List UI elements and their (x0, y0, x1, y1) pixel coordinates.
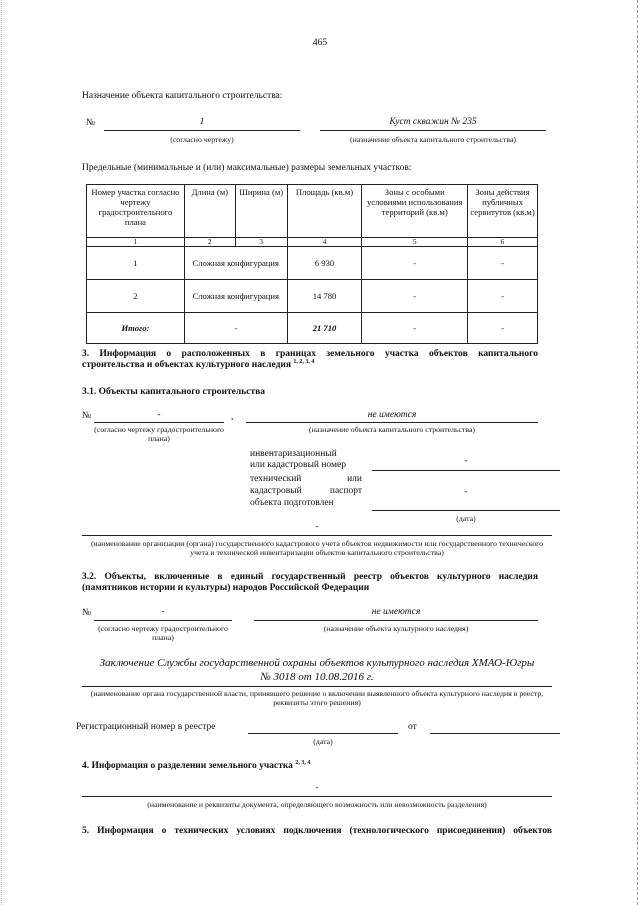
purpose-name: Куст скважин № 235 (389, 117, 477, 127)
authority-caption: (наименование органа государственной власти, принявшего решение о включении выявленного объекта культурного наследия в реестр, реквизиты этого решения) (90, 689, 544, 707)
section3-title-line2 (82, 360, 314, 371)
section32-name-caption: (назначение объекта культурного наследия) (323, 624, 469, 633)
plot-area: 6 930 (287, 247, 362, 280)
purpose-name-line (320, 130, 546, 131)
section31-number: - (157, 410, 161, 420)
passport-word-or: или (347, 474, 362, 484)
scan-left-edge (1, 0, 2, 905)
passport-date-caption: (дата) (456, 514, 476, 523)
total-label: Итого: (87, 313, 185, 344)
org-value: - (315, 522, 319, 532)
plot-id: 1 (87, 247, 185, 280)
section4-footnote-refs: 2, 3, 4 (295, 759, 311, 766)
section3-title-text: строительства и объектах культурного наследия (82, 360, 292, 370)
land-plots-table (86, 184, 538, 344)
section3-footnote-refs: 1, 2, 3, 4 (293, 358, 315, 365)
plot-id: 2 (87, 280, 185, 313)
conclusion-line1: Заключение Службы государственной охраны объектов культурного наследия ХМАО-Югры (99, 657, 535, 669)
section31-comma: , (231, 412, 234, 422)
scan-right-edge (637, 0, 638, 905)
section4-title-text: 4. Информация о разделении земельного участка (82, 761, 293, 771)
org-caption: (наименование организации (органа) государственного кадастрового учета объектов недвижимости или государственного технического учета и технической инвентаризации объектов капитального строительства) (90, 539, 544, 557)
plot-area: 14 780 (287, 280, 362, 313)
section32-number-caption: (согласно чертежу градостроительного плана) (98, 624, 228, 642)
registry-date-line (430, 733, 560, 734)
column-number: 4 (287, 238, 362, 247)
passport-word-technical: технический (250, 474, 302, 484)
section3-title-line1: 3. Информация о расположенных в границах земельного участка объектов капитального (82, 349, 538, 359)
plot-servitudes: - (468, 247, 538, 280)
section32-name-line (254, 620, 538, 621)
purpose-name-caption: (назначение объекта капитального строительства) (349, 135, 517, 144)
purpose-number-caption: (согласно чертежу) (170, 135, 234, 144)
column-number: 2 (184, 238, 235, 247)
total-dimensions: - (184, 313, 287, 344)
header-width: Ширина (м) (235, 185, 287, 238)
header-servitudes: Зоны действия публичных сервитутов (кв.м) (468, 185, 538, 238)
inventory-line (372, 470, 560, 471)
section32-title: 3.2. Объекты, включенные в единый государственный реестр объектов культурного наследия (памятников истории и культуры) народов Российской Федерации (82, 572, 538, 593)
table-total-row (87, 313, 538, 344)
section31-name: не имеются (367, 410, 417, 420)
table-row (87, 247, 538, 280)
section31-name-line (246, 422, 538, 423)
passport-date-line (372, 510, 560, 511)
section5-title: 5. Информация о технических условиях подключения (технологического присоединения) объектов (82, 826, 552, 836)
plot-zones: - (362, 247, 468, 280)
plot-dimensions: Сложная конфигурация (184, 280, 287, 313)
section32-number: - (161, 607, 165, 617)
org-line (82, 535, 552, 536)
table-column-numbers (87, 238, 538, 247)
section32-num-sign: № (82, 608, 92, 618)
column-number: 5 (362, 238, 468, 247)
total-area: 21 710 (287, 313, 362, 344)
table-row (87, 280, 538, 313)
section31-name-caption: (назначение объекта капитального строительства) (308, 425, 476, 434)
section32-name: не имеются (371, 607, 421, 617)
registry-number-line (248, 733, 398, 734)
passport-label-2 (250, 486, 362, 497)
header-area: Площадь (кв.м) (287, 185, 362, 238)
registry-from-label: от (408, 722, 417, 732)
section4-title (82, 761, 310, 772)
purpose-number: 1 (199, 117, 205, 127)
passport-word-passport: паспорт (329, 486, 362, 496)
plot-servitudes: - (468, 280, 538, 313)
passport-label-1 (250, 474, 362, 485)
section31-number-line (94, 422, 224, 423)
page-number: 465 (312, 38, 328, 48)
passport-value: - (464, 487, 468, 497)
header-special-zones: Зоны с особыми условиями использования территорий (кв.м) (362, 185, 468, 238)
purpose-heading: Назначение объекта капитального строительства: (82, 91, 283, 101)
column-number: 3 (235, 238, 287, 247)
column-number: 6 (468, 238, 538, 247)
section31-number-caption: (согласно чертежу градостроительного плана) (94, 425, 224, 443)
section4-line (82, 796, 552, 797)
section4-caption: (наименование и реквизиты документа, определяющего возможность или невозможность разделения) (147, 800, 487, 809)
column-number: 1 (87, 238, 185, 247)
passport-word-cadastral: кадастровый (250, 486, 302, 496)
section31-title: 3.1. Объекты капитального строительства (82, 387, 266, 397)
authority-line (82, 686, 552, 687)
section32-number-line (94, 620, 232, 621)
passport-label-3: объекта подготовлен (250, 498, 334, 508)
registry-date-caption: (дата) (313, 737, 333, 746)
table-header-row (87, 185, 538, 238)
total-servitudes: - (468, 313, 538, 344)
limits-heading: Предельные (минимальные и (или) максимальные) размеры земельных участков: (82, 163, 412, 173)
header-plot-number: Номер участка согласно чертежу градостроительного плана (87, 185, 185, 238)
plot-dimensions: Сложная конфигурация (184, 247, 287, 280)
inventory-label-1: инвентаризационный (250, 449, 337, 459)
registry-number-label: Регистрационный номер в реестре (76, 722, 216, 732)
inventory-label-2: или кадастровый номер (250, 460, 346, 470)
inventory-value: - (464, 456, 468, 466)
header-length: Длина (м) (184, 185, 235, 238)
purpose-num-sign: № (86, 118, 96, 128)
section31-num-sign: № (82, 411, 92, 421)
total-zones: - (362, 313, 468, 344)
purpose-number-line (104, 130, 300, 131)
conclusion-line2: № 3018 от 10.08.2016 г. (260, 671, 374, 683)
plot-zones: - (362, 280, 468, 313)
section4-value: - (315, 783, 319, 793)
